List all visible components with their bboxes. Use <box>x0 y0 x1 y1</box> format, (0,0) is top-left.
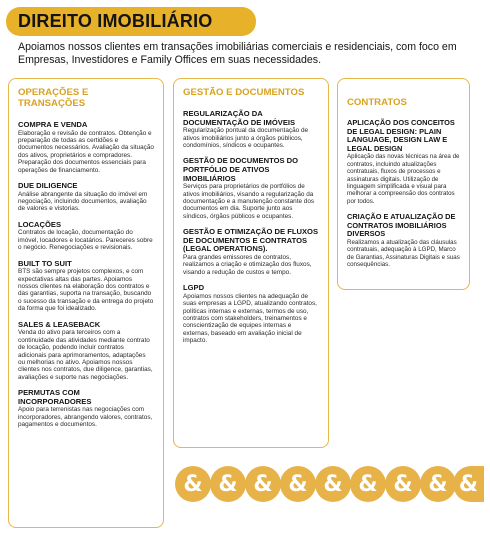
item-heading: GESTÃO DE DOCUMENTOS DO PORTFÓLIO DE ATIVOS IMOBILIÁRIOS <box>183 156 299 183</box>
item-heading: LGPD <box>183 283 205 293</box>
ampersand-icon: & <box>385 466 421 502</box>
item-heading: SALES & LEASEBACK <box>18 319 101 329</box>
card-title: OPERAÇÕES E TRANSAÇÕES <box>18 87 89 109</box>
item-text: Apoiamos nossos clientes na adequação de suas empresas a LGPD, atualizando contratos, políticas internas e externas, termos de uso, contratos com stakeholders, treinamentos e conscientização de equipes internas e externas, baseado em avaliação inicial de impacto. <box>183 292 317 345</box>
card-contratos <box>337 78 470 290</box>
list-item <box>18 221 154 252</box>
item-text: Elaboração e revisão de contratos. Obtenção e preparação de todas as certidões e documentos necessários. Avaliação da situação dos ativos, proprietários e compradores. Preparação dos documentos essenciais para operações de financiamento. <box>18 129 154 174</box>
item-text: Para grandes emissores de contratos, realizamos a criação e otimização dos fluxos, visando a redução de custos e tempo. <box>183 254 312 276</box>
list-item <box>18 389 154 428</box>
item-text: Contratos de locação, documentação do imóvel, locadores e locatários. Pareceres sobre o negócio. Renegociações e revisionais. <box>18 229 153 252</box>
page-title: DIREITO IMOBILIÁRIO <box>18 11 213 31</box>
list-item <box>18 260 154 313</box>
item-text: Serviços para proprietários de portfólios de ativos imobiliários, visando a regularização da documentação e a manutenção constante dos documentos em dia. Suporte junto aos síndicos, órgãos públicos e ocupantes. <box>183 183 315 220</box>
ampersand-icon: & <box>315 466 351 502</box>
list-item <box>347 213 460 268</box>
item-heading: CRIAÇÃO E ATUALIZAÇÃO DE CONTRATOS IMOBILIÁRIOS DIVERSOS <box>347 212 456 239</box>
ampersand-icon: & <box>175 466 211 502</box>
page-title-pill <box>6 7 256 36</box>
item-heading: DUE DILIGENCE <box>18 181 78 191</box>
item-text: Realizamos a atualização das cláusulas contratuais, adequação à LGPD, Marco de Garantias, Assinaturas Digitais e suas consequências. <box>347 239 460 269</box>
ampersand-icon: & <box>210 466 246 502</box>
intro-text: Apoiamos nossos clientes em transações imobiliárias comerciais e residenciais, com foco em Empresas, Investidores e Family Offices em suas necessidades. <box>18 41 457 66</box>
item-text: Apoio para terrenistas nas negociações com incorporadores, abrangendo valores, contratos, pagamentos e documentos. <box>18 406 153 429</box>
list-item <box>183 157 319 220</box>
ampersand-icon: & <box>420 466 456 502</box>
list-item <box>18 121 154 174</box>
item-text: BTS são sempre projetos complexos, e com expectativas altas das partes. Apoiamos nossos clientes na elaboração dos contratos e das garantias, suporta na transação, buscando o sucesso da transação e da entrega do projeto da forma que foi idealizado. <box>18 268 154 313</box>
list-item <box>347 119 460 205</box>
card-operacoes-transacoes <box>8 78 164 528</box>
ampersand-icon: & <box>350 466 386 502</box>
item-heading: PERMUTAS COM INCORPORADORES <box>18 388 92 406</box>
item-heading: COMPRA E VENDA <box>18 120 88 129</box>
item-heading: REGULARIZAÇÃO DA DOCUMENTAÇÃO DE IMÓVEIS <box>183 109 296 127</box>
ampersand-icon: & <box>280 466 316 502</box>
item-text: Regularização pontual da documentação de ativos imobiliários junto a órgãos públicos, condomínios, síndicos e ocupantes. <box>183 127 309 149</box>
item-heading: GESTÃO E OTIMIZAÇÃO DE FLUXOS DE DOCUMENTOS E CONTRATOS (LEGAL OPERATIONS). <box>183 227 319 254</box>
list-item <box>18 321 154 381</box>
card-title: GESTÃO E DOCUMENTOS <box>183 87 305 98</box>
item-text: Venda do ativo para terceiros com a continuidade das atividades mediante contrato de locação, podendo incluir contratos adicionais para aprimoramentos, adaptações ou melhorias no ativo. Apoiamos nossos clientes nos contratos, due diligence, garantias, avaliações e suporte nas negociações. <box>18 329 153 381</box>
list-item <box>183 110 319 149</box>
list-item <box>18 182 154 213</box>
item-heading: BUILT TO SUIT <box>18 258 72 268</box>
ampersand-icon: & <box>245 466 281 502</box>
item-text: Aplicação das novas técnicas na área de contratos, incluindo atualizações contratuais, fluxos de processos e assinaturas digitais. Utilização de linguagem simplificada e visual para melhorar a compreensão dos contratos por todos. <box>347 153 460 205</box>
ampersand-icon: & <box>453 466 484 502</box>
list-item <box>183 228 319 276</box>
item-heading: APLICAÇÃO DOS CONCEITOS DE LEGAL DESIGN: PLAIN LANGUAGE, DESIGN LAW E LEGAL DESIGN <box>347 118 455 153</box>
card-gestao-documentos <box>173 78 329 448</box>
item-heading: LOCAÇÕES <box>18 219 62 229</box>
list-item <box>183 284 319 344</box>
item-text: Análise abrangente da situação do imóvel em negociação, incluindo documentos, avaliação de valores e vistorias. <box>18 190 148 213</box>
card-title: CONTRATOS <box>347 97 407 108</box>
